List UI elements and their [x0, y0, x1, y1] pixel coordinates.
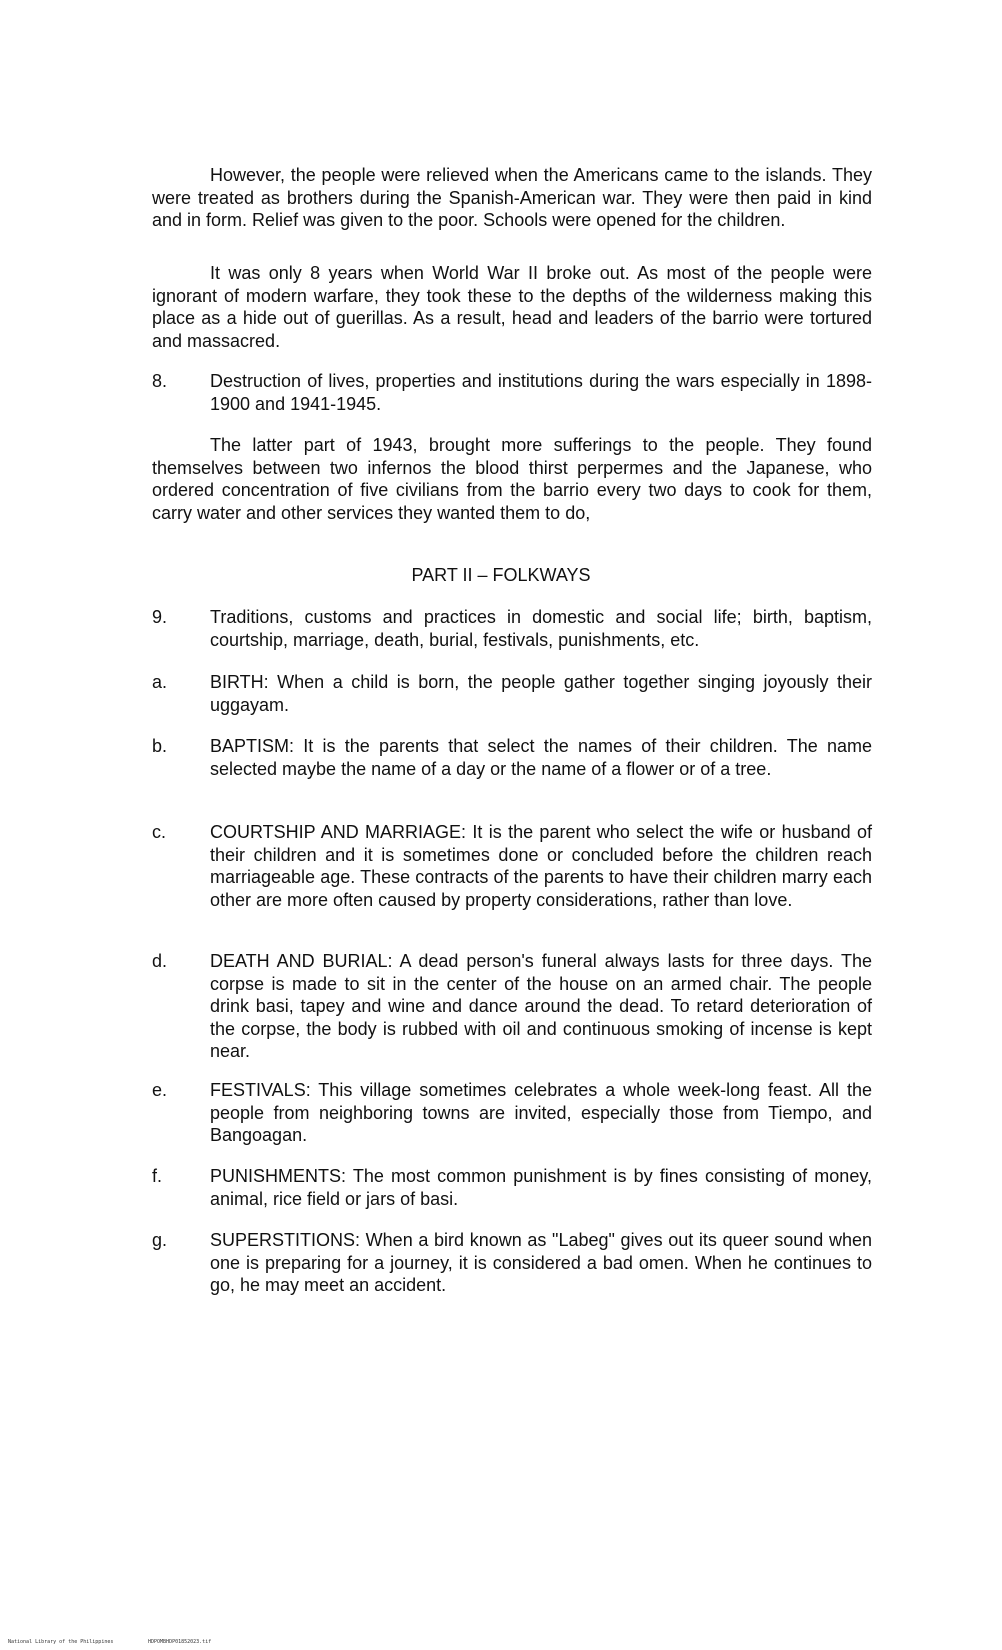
item-letter: d. [152, 951, 168, 971]
item-text: Traditions, customs and practices in domestic and social life; birth, baptism, courtship, marriage, death, burial, festivals, punishments, etc. [210, 607, 872, 650]
paragraph-americans: However, the people were relieved when the Americans came to the islands. They were treated as brothers during the Spanish-American war. They were then paid in kind and in form. Relief was given to the poor. Schools were opened for the children. [152, 165, 872, 230]
item-number: 9. [152, 607, 168, 627]
item-text: FESTIVALS: This village sometimes celebrates a whole week-long feast. All the people from neighboring towns are invited, especially those from Tiempo, and Bangoagan. [210, 1080, 872, 1145]
item-text: Destruction of lives, properties and institutions during the wars especially in 1898-1900 and 1941-1945. [210, 371, 872, 414]
item-text: SUPERSTITIONS: When a bird known as "Labeg" gives out its queer sound when one is preparing for a journey, it is considered a bad omen. When he continues to go, he may meet an accident. [210, 1230, 872, 1295]
paragraph-1943: The latter part of 1943, brought more sufferings to the people. They found themselves between two infernos the blood thirst perpermes and the Japanese, who ordered concentration of five civilians from the barrio every two days to cook for them, carry water and other services they wanted them to do, [152, 435, 872, 523]
item-text: PUNISHMENTS: The most common punishment is by fines consisting of money, animal, rice field or jars of basi. [210, 1166, 872, 1209]
paragraph-world-war-ii: It was only 8 years when World War II broke out. As most of the people were ignorant of modern warfare, they took these to the depths of the wilderness making this place as a hide out of guerillas. As a result, head and leaders of the barrio were tortured and massacred. [152, 263, 872, 351]
item-letter: e. [152, 1080, 168, 1100]
footer-file-id: HDPOMBHDP01852023.tif [148, 1639, 212, 1645]
item-letter: a. [152, 672, 168, 692]
item-text: COURTSHIP AND MARRIAGE: It is the parent who select the wife or husband of their children and it is sometimes done or concluded before the children reach marriageable age. These contracts of the parents to have their children marry each other are more often caused by property considerations, rather than love. [210, 822, 872, 910]
footer-library-name: National Library of the Philippines [8, 1639, 114, 1645]
item-letter: g. [152, 1230, 168, 1250]
item-number: 8. [152, 371, 168, 391]
item-letter: b. [152, 736, 168, 756]
item-text: BIRTH: When a child is born, the people gather together singing joyously their uggayam. [210, 672, 872, 715]
section-heading: PART II – FOLKWAYS [411, 565, 591, 585]
item-text: DEATH AND BURIAL: A dead person's funeral always lasts for three days. The corpse is made to sit in the center of the house on an armed chair. The people drink basi, tapey and wine and dance around the dead. To retard deterioration of the corpse, the body is rubbed with oil and continuous smoking of incense is kept near. [210, 951, 872, 1061]
item-letter: f. [152, 1166, 163, 1186]
item-text: BAPTISM: It is the parents that select the names of their children. The name selected maybe the name of a day or the name of a flower or of a tree. [210, 736, 872, 779]
item-letter: c. [152, 822, 167, 842]
